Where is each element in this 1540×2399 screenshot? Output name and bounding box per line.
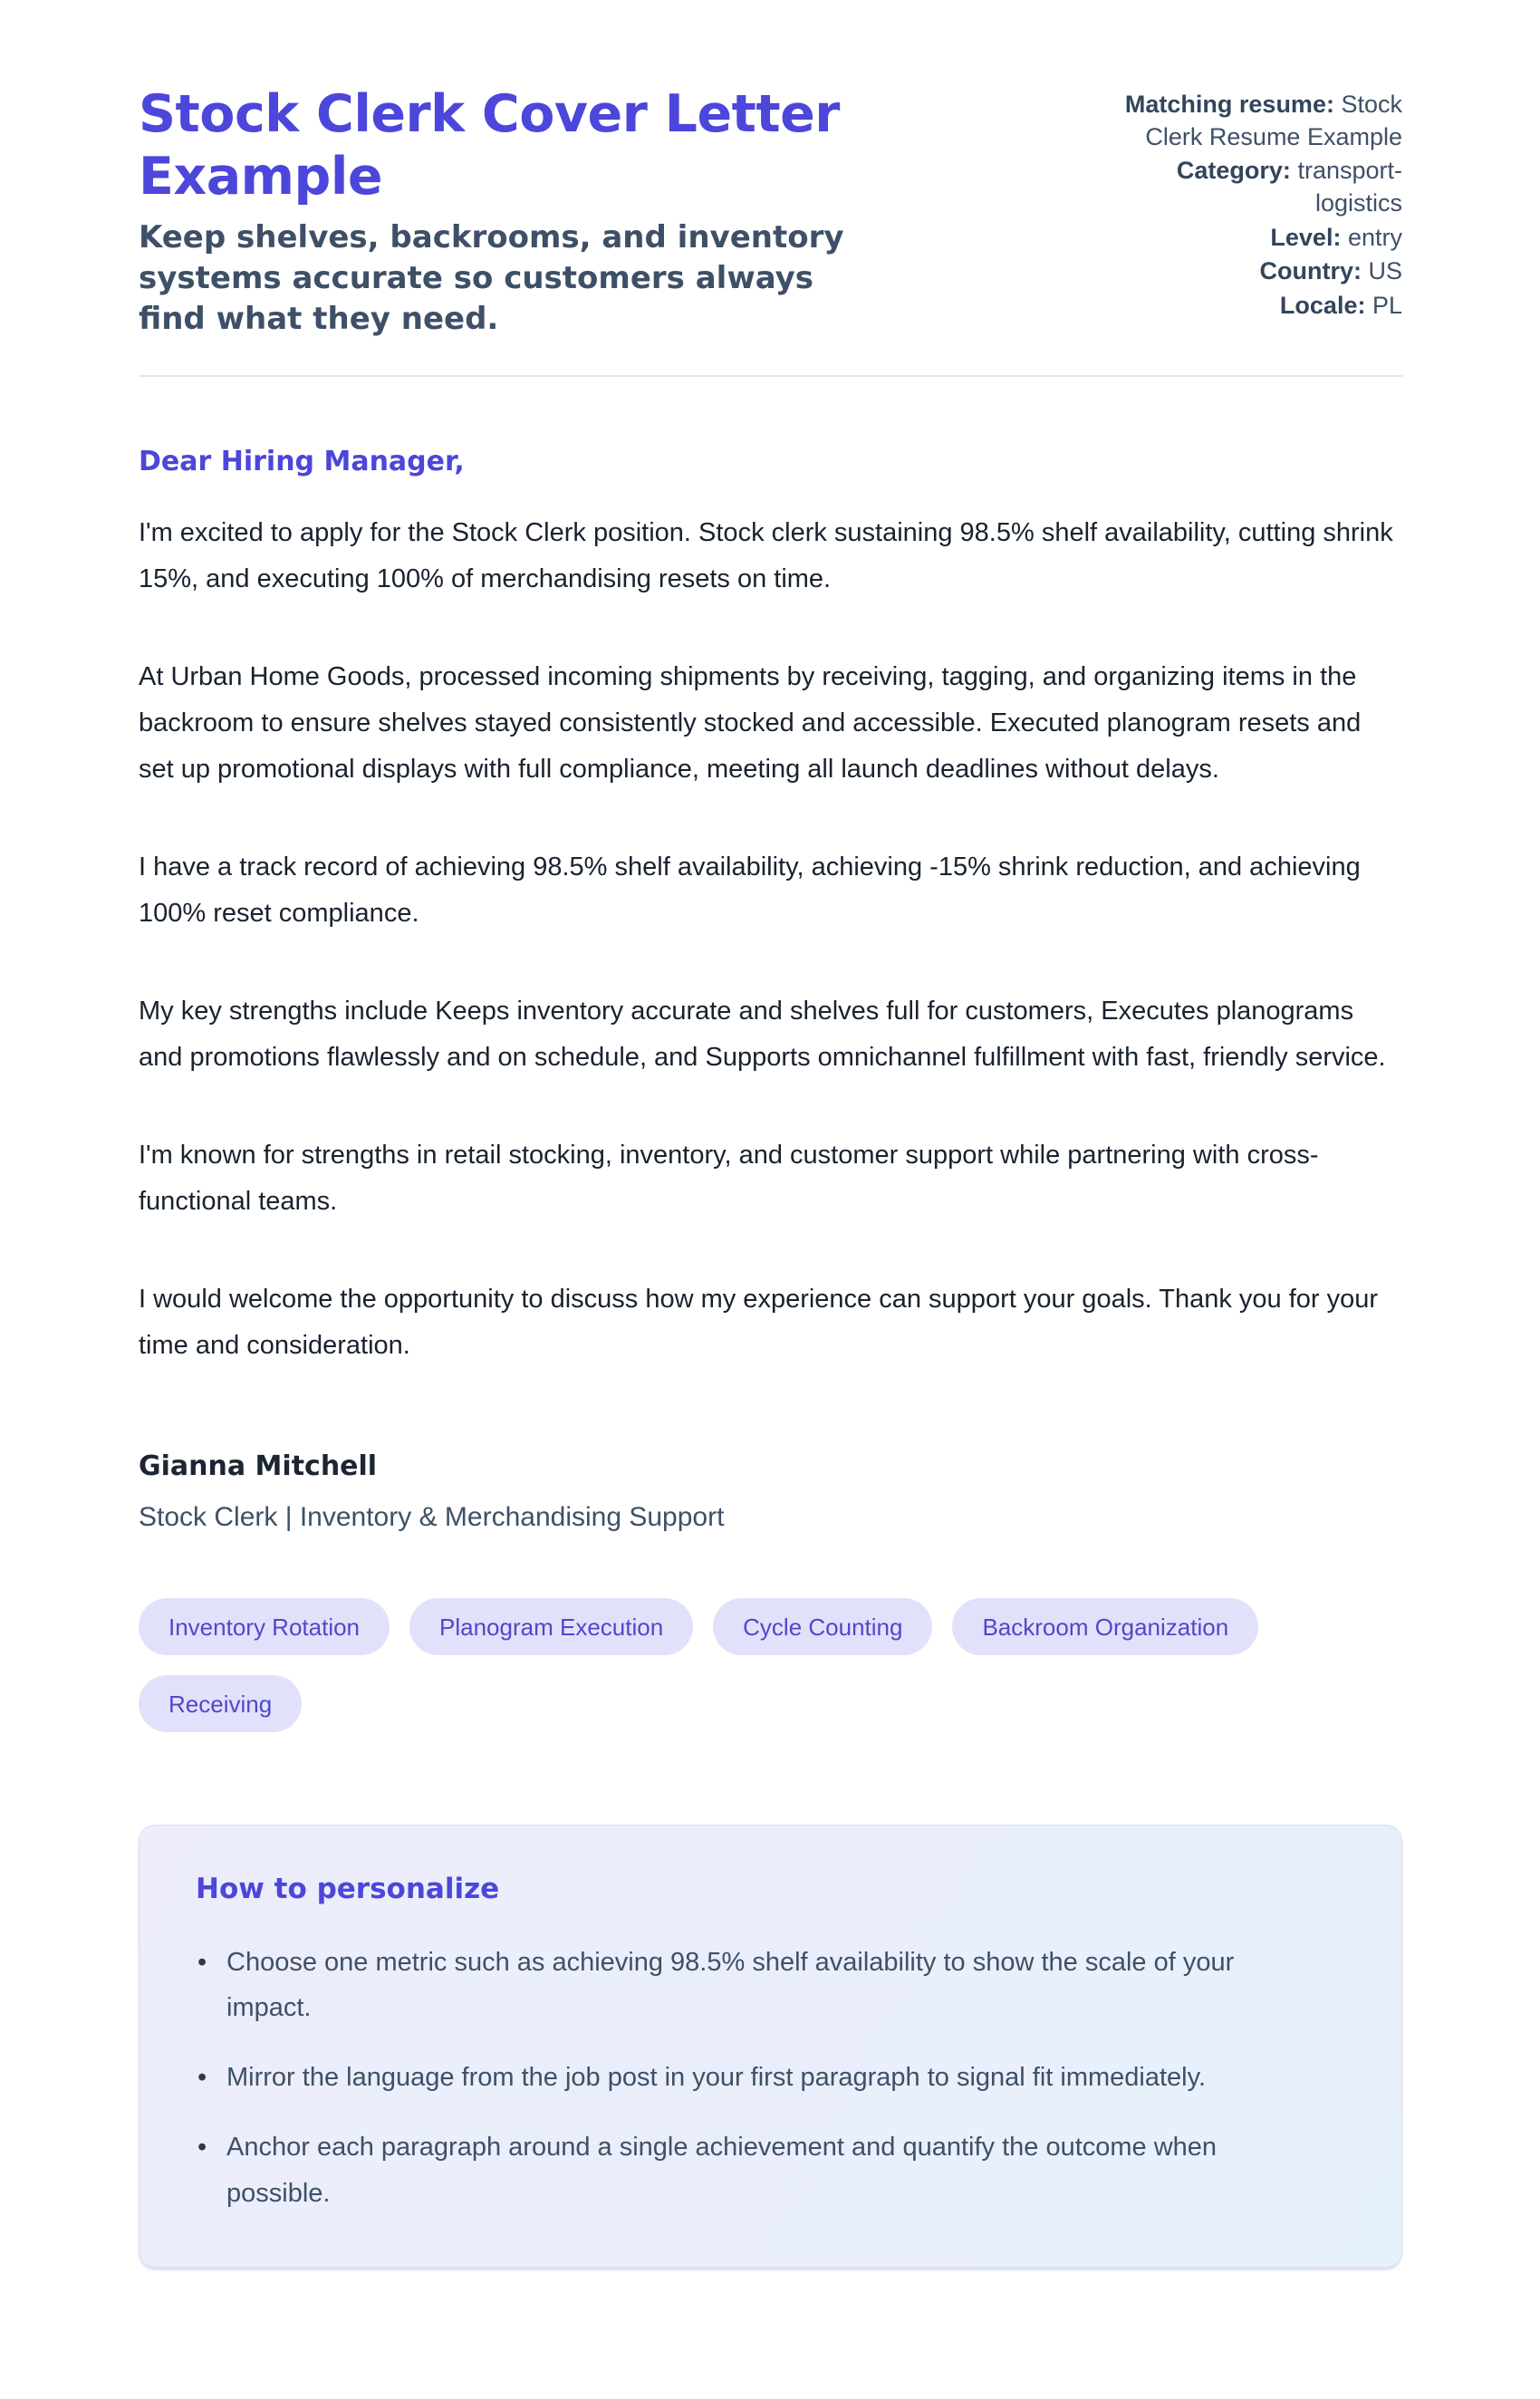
meta-row-locale	[1120, 290, 1402, 323]
letter-paragraph: I have a track record of achieving 98.5% shelf availability, achieving -15% shrink reduction, and achieving 100% reset compliance.	[139, 852, 1361, 928]
tip-item: • Choose one metric such as achieving 98.5% shelf availability to show the scale of your impact.	[183, 1940, 1324, 2030]
letter-paragraph: At Urban Home Goods, processed incoming shipments by receiving, tagging, and organizing items in the backroom to ensure shelves stayed consistently stocked and accessible. Executed planogram resets and set up promotional displays with full compliance, meeting all launch deadlines without delays.	[139, 661, 1362, 784]
tag-planogram-execution: Planogram Execution	[409, 1598, 693, 1655]
tag-receiving: Receiving	[139, 1675, 302, 1732]
signature-name: Gianna Mitchell	[139, 1450, 378, 1482]
meta-label: Category:	[1176, 157, 1291, 185]
meta-value: US	[1368, 257, 1402, 285]
signature-block	[139, 1450, 1402, 1533]
tag-cycle-counting: Cycle Counting	[713, 1598, 932, 1655]
how-to-personalize-card	[139, 1825, 1402, 2268]
meta-label: Matching resume:	[1124, 91, 1334, 118]
letter-paragraph: My key strengths include Keeps inventory accurate and shelves full for customers, Executes planograms and promotions flawlessly and on schedule, and Supports omnichannel fulfillment with fast, friendly service.	[139, 996, 1386, 1072]
salutation: Dear Hiring Manager,	[139, 445, 465, 477]
letter-paragraph: I'm known for strengths in retail stocking, inventory, and customer support while partnering with cross-functional teams.	[139, 1140, 1319, 1216]
meta-label: Country:	[1259, 257, 1362, 285]
header	[139, 83, 1402, 341]
meta-row-level	[1120, 222, 1402, 255]
letter-paragraph: I'm excited to apply for the Stock Clerk position. Stock clerk sustaining 98.5% shelf availability, cutting shrink 15%, and executing 100% of merchandising resets on time.	[139, 517, 1393, 593]
letter-paragraph: I would welcome the opportunity to discuss how my experience can support your goals. Thank you for your time and consideration.	[139, 1284, 1379, 1360]
tip-item: • Anchor each paragraph around a single achievement and quantify the outcome when possible.	[183, 2124, 1324, 2215]
page-title: Stock Clerk Cover Letter Example	[139, 84, 840, 207]
meta-row-matching-resume	[1120, 89, 1402, 153]
cover-letter-body	[139, 446, 1402, 1533]
meta-value: transport-logistics	[1297, 157, 1402, 217]
meta-panel	[1120, 83, 1402, 323]
header-divider	[139, 375, 1402, 377]
tip-card-heading: How to personalize	[196, 1873, 500, 1905]
signature-role: Stock Clerk | Inventory & Merchandising Support	[139, 1502, 725, 1532]
page-subtitle: Keep shelves, backrooms, and inventory systems accurate so customers always find what they need.	[139, 218, 844, 338]
tip-list	[183, 1940, 1352, 2216]
meta-value: entry	[1347, 223, 1402, 251]
meta-label: Locale:	[1279, 291, 1366, 319]
header-left	[139, 83, 863, 341]
meta-row-country	[1120, 255, 1402, 288]
meta-value: Stock Clerk Resume Example	[1145, 91, 1402, 150]
meta-value: PL	[1372, 291, 1402, 319]
tip-item: • Mirror the language from the job post in your first paragraph to signal fit immediately.	[183, 2055, 1324, 2100]
skill-tags	[139, 1598, 1402, 1732]
meta-row-category	[1120, 155, 1402, 219]
meta-label: Level:	[1270, 223, 1342, 251]
tag-inventory-rotation: Inventory Rotation	[139, 1598, 390, 1655]
tag-backroom-organization: Backroom Organization	[952, 1598, 1258, 1655]
